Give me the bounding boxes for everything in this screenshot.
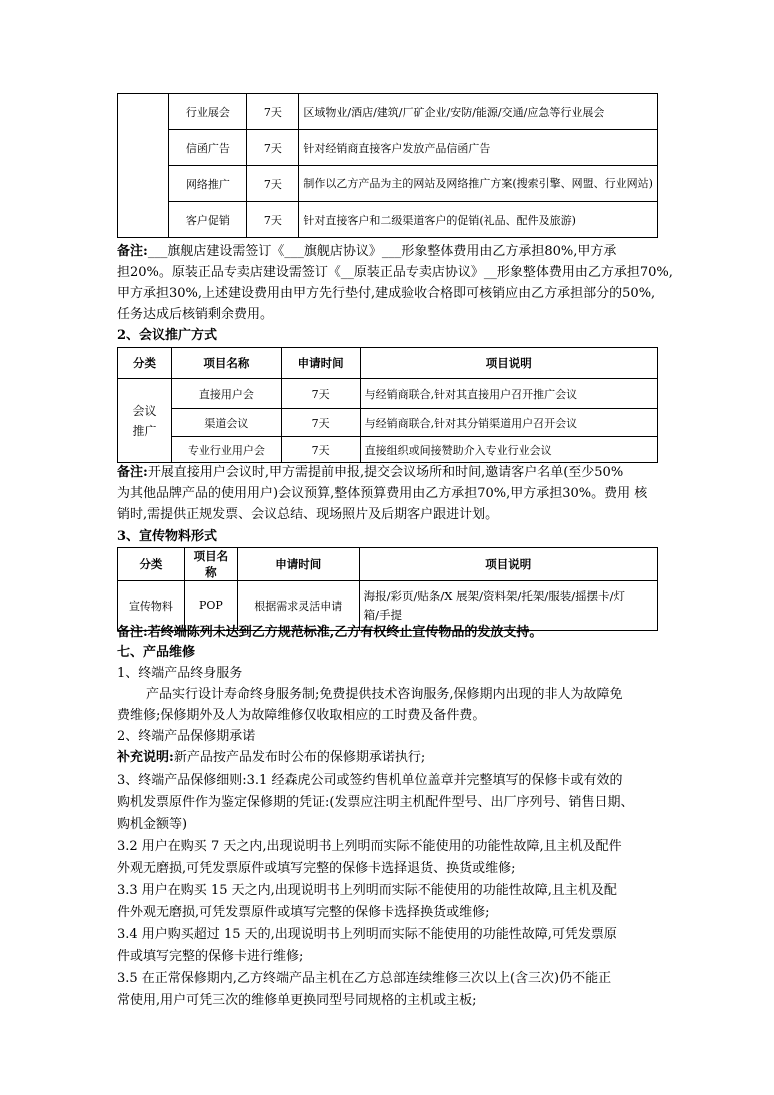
- note-line: 为其他品牌产品的使用用户)会议预算,整体预算费用由乙方承担70%,甲方承担30%。费用 核: [117, 486, 648, 501]
- category-cell: 宣传物料: [118, 581, 185, 631]
- header-desc: 项目说明: [359, 548, 657, 581]
- item-time: 7天: [281, 437, 360, 463]
- paragraph-line: 3.4 用户购买超过 15 天的,出现说明书上列明而实际不能使用的功能性故障,可凭发票原: [117, 927, 617, 942]
- header-category: 分类: [118, 548, 185, 581]
- section-heading: 2、会议推广方式: [117, 328, 218, 343]
- section-heading: 3、宣传物料形式: [117, 529, 218, 544]
- item-name: 客户促销: [169, 202, 247, 238]
- item-desc: 与经销商联合,针对其直接用户召开推广会议: [360, 379, 657, 409]
- paragraph-line: 3.3 用户在购买 15 天之内,出现说明书上列明而实际不能使用的功能性故障,且主机及配: [117, 883, 617, 898]
- item-desc: 与经销商联合,针对其分销渠道用户召开会议: [360, 409, 657, 437]
- paragraph-line: 常使用,用户可凭三次的维修单更换同型号同规格的主机或主板;: [117, 993, 477, 1008]
- note-line: 甲方承担30%,上述建设费用由甲方先行垫付,建成验收合格即可核销应由乙方承担部分的50%,: [117, 286, 656, 301]
- note-paragraph: [117, 463, 623, 483]
- item-name: 信函广告: [169, 130, 247, 166]
- item-time: 7天: [247, 202, 299, 238]
- header-name: 项目名称: [171, 348, 281, 379]
- header-time: 申请时间: [281, 348, 360, 379]
- supplement-label: 补充说明:: [117, 750, 174, 765]
- table-row: [118, 202, 658, 238]
- item-name: 网络推广: [169, 166, 247, 202]
- note-label: 备注:: [117, 465, 148, 480]
- table-row: [118, 437, 658, 463]
- note-label: 备注:: [117, 244, 148, 259]
- paragraph-line: 3.2 用户在购买 7 天之内,出现说明书上列明而实际不能使用的功能性故障,且主机及配件: [117, 839, 622, 854]
- item-time: 7天: [247, 94, 299, 130]
- note-text: ___旗舰店建设需签订《___旗舰店协议》___形象整体费用由乙方承担80%,甲方承: [147, 244, 617, 259]
- item-desc: 区域物业/酒店/建筑/厂矿企业/安防/能源/交通/应急等行业展会: [299, 94, 658, 130]
- table-header-row: [118, 548, 658, 581]
- item-time: 根据需求灵活申请: [237, 581, 359, 631]
- desc-line: 箱/手提: [363, 607, 402, 622]
- paragraph-line: 3、终端产品保修细则:3.1 经森虎公司或签约售机单位盖章并完整填写的保修卡或有效的: [117, 773, 623, 788]
- table-row: [118, 379, 658, 409]
- paragraph-line: 产品实行设计寿命终身服务制;免费提供技术咨询服务,保修期内出现的非人为故障免: [146, 687, 623, 702]
- promo-material-table: [117, 547, 658, 631]
- paragraph-line: 费维修;保修期外及人为故障维修仅收取相应的工时费及备件费。: [117, 708, 486, 723]
- promotion-table-continued: [117, 93, 658, 238]
- desc-line: 海报/彩页/贴条/X 展架/资料架/托架/服装/摇摆卡/灯: [363, 588, 625, 603]
- paragraph-line: 3.5 在正常保修期内,乙方终端产品主机在乙方总部连续维修三次以上(含三次)仍不能正: [117, 971, 612, 986]
- meeting-promotion-table: [117, 347, 658, 463]
- header-name: 项目名称: [184, 548, 237, 581]
- note-line: 担20%。原装正品专卖店建设需签订《__原装正品专卖店协议》__形象整体费用由乙方承担70%,: [117, 265, 673, 280]
- item-name: 渠道会议: [171, 409, 281, 437]
- table-row: [118, 409, 658, 437]
- note-text: 开展直接用户会议时,甲方需提前申报,提交会议场所和时间,邀请客户名单(至少50%: [147, 465, 624, 480]
- item-time: 7天: [281, 409, 360, 437]
- table-row: [118, 94, 658, 130]
- item-name: 行业展会: [169, 94, 247, 130]
- item-name: POP: [184, 581, 237, 631]
- table-header-row: [118, 348, 658, 379]
- item-time: 7天: [281, 379, 360, 409]
- paragraph-line: 件或填写完整的保修卡进行维修;: [117, 949, 304, 964]
- paragraph-line: 外观无磨损,可凭发票原件或填写完整的保修卡选择退货、换货或维修;: [117, 861, 516, 876]
- item-desc: 针对经销商直接客户发放产品信函广告: [299, 130, 658, 166]
- paragraph-line: 购机金额等): [117, 817, 188, 832]
- header-desc: 项目说明: [360, 348, 657, 379]
- sub-heading: 1、终端产品终身服务: [117, 666, 243, 681]
- note-paragraph: [117, 242, 616, 262]
- item-time: 7天: [247, 130, 299, 166]
- table-cell-empty: [118, 94, 169, 238]
- item-desc: 针对直接客户和二级渠道客户的促销(礼品、配件及旅游): [299, 202, 658, 238]
- item-name: 直接用户会: [171, 379, 281, 409]
- note-line: 任务达成后核销剩余费用。: [117, 307, 274, 322]
- supplement-text: 新产品按产品发布时公布的保修期承诺执行;: [173, 750, 426, 765]
- header-category: 分类: [118, 348, 172, 379]
- table-row: [118, 130, 658, 166]
- table-row: [118, 166, 658, 202]
- item-desc: 直接组织或间接赞助介入专业行业会议: [360, 437, 657, 463]
- note-line: 销时,需提供正规发票、会议总结、现场照片及后期客户跟进计划。: [117, 507, 499, 522]
- section-heading: 七、产品维修: [117, 645, 196, 660]
- category-cell: 会议推广: [118, 379, 172, 463]
- paragraph-line: 购机发票原件作为鉴定保修期的凭证:(发票应注明主机配件型号、出厂序列号、销售日期、: [117, 795, 634, 810]
- header-time: 申请时间: [237, 548, 359, 581]
- paragraph-line: 件外观无磨损,可凭发票原件或填写完整的保修卡选择换货或维修;: [117, 905, 490, 920]
- item-desc: 制作以乙方产品为主的网站及网络推广方案(搜索引擎、网盟、行业网站): [303, 176, 653, 190]
- sub-heading: 2、终端产品保修期承诺: [117, 729, 256, 744]
- item-name: 专业行业用户会: [171, 437, 281, 463]
- item-time: 7天: [247, 166, 299, 202]
- note-paragraph: 备注:若终端陈列未达到乙方规范标准,乙方有权终止宣传物品的发放支持。: [117, 625, 543, 640]
- supplement-paragraph: [117, 748, 425, 768]
